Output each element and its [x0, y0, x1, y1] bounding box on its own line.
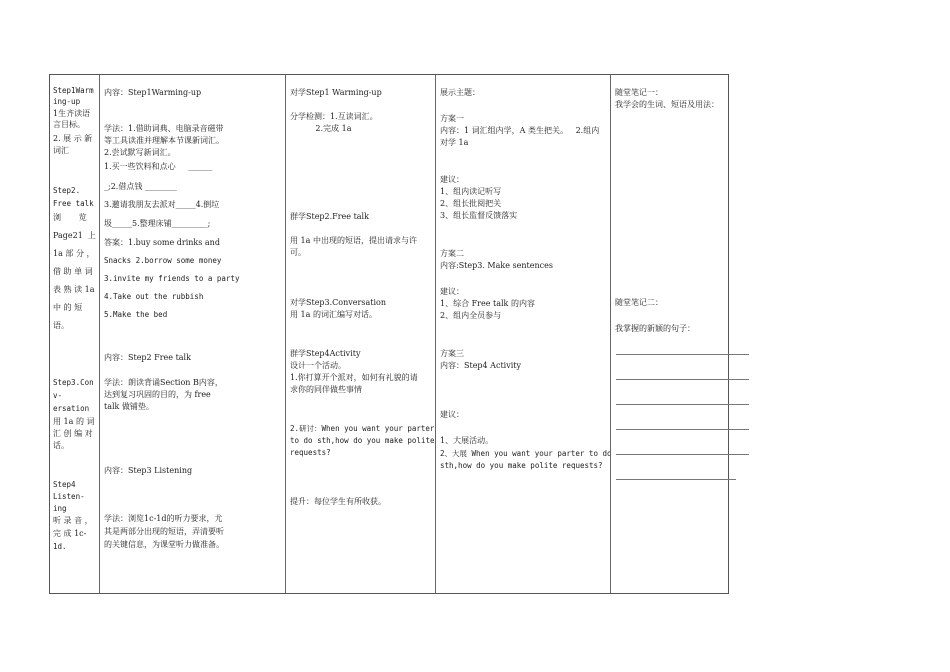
self-study-column — [99, 75, 285, 593]
exercise-line-1: 1.买一些饮料和点心 ______ — [104, 162, 213, 171]
step4-text-2: 完 成 1c- — [53, 529, 87, 538]
step3-content: 内容：Step3 Listening — [104, 466, 193, 475]
step3-title-cont: v- — [53, 391, 63, 400]
note-line-1[interactable] — [616, 354, 749, 355]
plan-2-suggest-2: 2、组内全员参与 — [440, 311, 502, 320]
step3-method-cont: 其是两部分出现的短语，弄清要听 — [104, 527, 224, 536]
step2-content: 内容：Step2 Free talk — [104, 353, 191, 362]
step2-text-3: 1a 部 分 ， — [53, 249, 95, 258]
pair-step3-text: 用 1a 的词汇编写对话。 — [290, 310, 377, 319]
step4-subtitle-cont: ing — [53, 504, 67, 513]
step3-method-cont-2: 的关键信息，为课堂听力做准备。 — [104, 540, 224, 549]
step2-text-2: Page21 上 — [53, 231, 96, 240]
step2-text-7: 语。 — [53, 321, 69, 330]
group-step4-text-2: 1.你打算开个派对，如何有礼貌的请 — [290, 373, 418, 382]
step4-text-3: 1d. — [53, 542, 67, 551]
discussion-line-2: to do sth,how do you make polite — [290, 436, 435, 445]
plan-1-suggest-3: 3、组长监督反馈落实 — [440, 211, 518, 220]
step1-show: 2. 展 示 新 — [53, 134, 93, 143]
step3-title: Step3.Con — [53, 378, 94, 387]
step4-title: Step4 — [53, 480, 76, 489]
plan-3-content: 内容：Step4 Activity — [440, 361, 522, 370]
presentation-column — [435, 75, 610, 593]
plan-1-suggest-1: 1、组内读记听写 — [440, 187, 502, 196]
plan-2-suggest-1: 1、综合 Free talk 的内容 — [440, 299, 535, 308]
step3-title-cont-2: ersation — [53, 404, 90, 413]
note-line-5[interactable] — [616, 454, 749, 455]
step2-text-6: 中 的 短 — [53, 303, 83, 312]
step1-content: 内容：Step1Warming-up — [104, 88, 202, 97]
step1-show-cont: 词汇 — [53, 146, 69, 155]
notes-1-prompt: 我学会的生词、短语及用法： — [615, 100, 719, 109]
exercise-line-2: _;2.借点钱 ________ — [104, 182, 177, 191]
notes-1-title: 随堂笔记一： — [615, 88, 663, 97]
step2-subtitle: Free talk — [53, 199, 94, 208]
exercise-line-4: 圾_____5.整理床铺_________; — [104, 219, 211, 228]
step1-method-cont: 等工具读准并理解本节课新词汇。 — [104, 136, 224, 145]
step2-text-4: 借 助 单 词 — [53, 267, 93, 276]
discussion-line-1: 2.研讨：When you want your parter — [290, 424, 435, 433]
group-step2: 群学Step2.Free talk — [290, 212, 369, 221]
notes-column — [610, 75, 729, 593]
group-study-column — [285, 75, 435, 593]
step2-text-5: 表 熟 读 1a — [53, 285, 95, 294]
presentation-title: 展示主题： — [440, 88, 480, 97]
pair-step1: 对学Step1 Warming-up — [290, 88, 382, 97]
plan-1-suggest: 建议： — [440, 175, 464, 184]
notes-2-prompt: 我掌握的新颖的句子： — [615, 324, 695, 333]
step1-goal-cont: 言目标。 — [53, 120, 85, 129]
improvement-text: 提升：每位学生有所收获。 — [290, 497, 386, 506]
pair-check-cont: 2.完成 1a — [290, 124, 352, 133]
step2-method-cont-2: talk 做铺垫。 — [104, 402, 154, 411]
step3-method: 学法：浏览1c-1d的听力要求，尤 — [104, 514, 223, 523]
step2-method: 学法：朗读背诵Section B内容， — [104, 378, 223, 387]
group-step4-text: 设计一个活动。 — [290, 361, 346, 370]
answer-line-2: Snacks 2.borrow some money — [104, 256, 222, 265]
steps-column — [50, 75, 99, 593]
plan-3-title: 方案三 — [440, 349, 464, 358]
step1-title: Step1Warm — [53, 86, 94, 95]
step2-method-cont: 达到复习巩固的目的，为 free — [104, 390, 211, 399]
discussion-line-3: requests? — [290, 448, 331, 457]
plan-3-suggest-1: 1、大展活动。 — [440, 436, 494, 445]
note-line-6[interactable] — [616, 479, 736, 480]
lesson-plan-table — [49, 74, 729, 594]
plan-2-title: 方案二 — [440, 249, 464, 258]
step3-text-1: 用 1a 的 词 — [53, 417, 95, 426]
step2-text-1: 浏 览 — [53, 213, 87, 222]
group-step2-text-cont: 可。 — [290, 248, 306, 257]
step2-title: Step2. — [53, 186, 81, 195]
answer-line-5: 5.Make the bed — [104, 310, 168, 319]
step3-text-2: 汇 创 编 对 — [53, 429, 93, 438]
step1-method-cont-2: 2.尝试默写新词汇。 — [104, 148, 176, 157]
pair-step3: 对学Step3.Conversation — [290, 298, 386, 307]
group-step2-text: 用 1a 中出现的短语，提出请求与许 — [290, 236, 417, 245]
plan-2-content: 内容:Step3. Make sentences — [440, 261, 553, 270]
step3-text-3: 话。 — [53, 441, 69, 450]
step4-text-1: 听 录 音 ， — [53, 516, 93, 525]
step4-subtitle: Listen- — [53, 492, 85, 501]
plan-2-suggest: 建议： — [440, 287, 464, 296]
plan-3-suggest-2: 2、大展 When you want your parter to do — [440, 449, 612, 458]
exercise-line-3: 3.邀请我朋友去派对_____4.倒垃 — [104, 200, 220, 209]
answer-line-1: 答案：1.buy some drinks and — [104, 238, 220, 247]
plan-1-content-cont: 对学 1a — [440, 138, 469, 147]
pair-check: 分学检测：1.互读词汇。 — [290, 112, 378, 121]
plan-1-title: 方案一 — [440, 114, 464, 123]
note-line-4[interactable] — [616, 429, 749, 430]
group-step4-text-3: 求你的同伴做些事情 — [290, 385, 362, 394]
plan-1-content: 内容：1 词汇组内学，A 类生把关。 2.组内 — [440, 126, 600, 135]
group-step4: 群学Step4Activity — [290, 349, 361, 358]
plan-3-suggest-3: sth,how do you make polite requests? — [440, 461, 603, 470]
step1-goal: 1生齐读语 — [53, 109, 91, 118]
answer-line-3: 3.invite my friends to a party — [104, 274, 240, 283]
step1-title-cont: ing-up — [53, 97, 81, 106]
step1-method: 学法：1.借助词典、电脑录音磁带 — [104, 124, 224, 133]
plan-1-suggest-2: 2、组长批阅把关 — [440, 199, 502, 208]
notes-2-title: 随堂笔记二： — [615, 298, 663, 307]
note-line-3[interactable] — [616, 404, 749, 405]
note-line-2[interactable] — [616, 379, 749, 380]
answer-line-4: 4.Take out the rubbish — [104, 292, 204, 301]
plan-3-suggest: 建议： — [440, 410, 464, 419]
